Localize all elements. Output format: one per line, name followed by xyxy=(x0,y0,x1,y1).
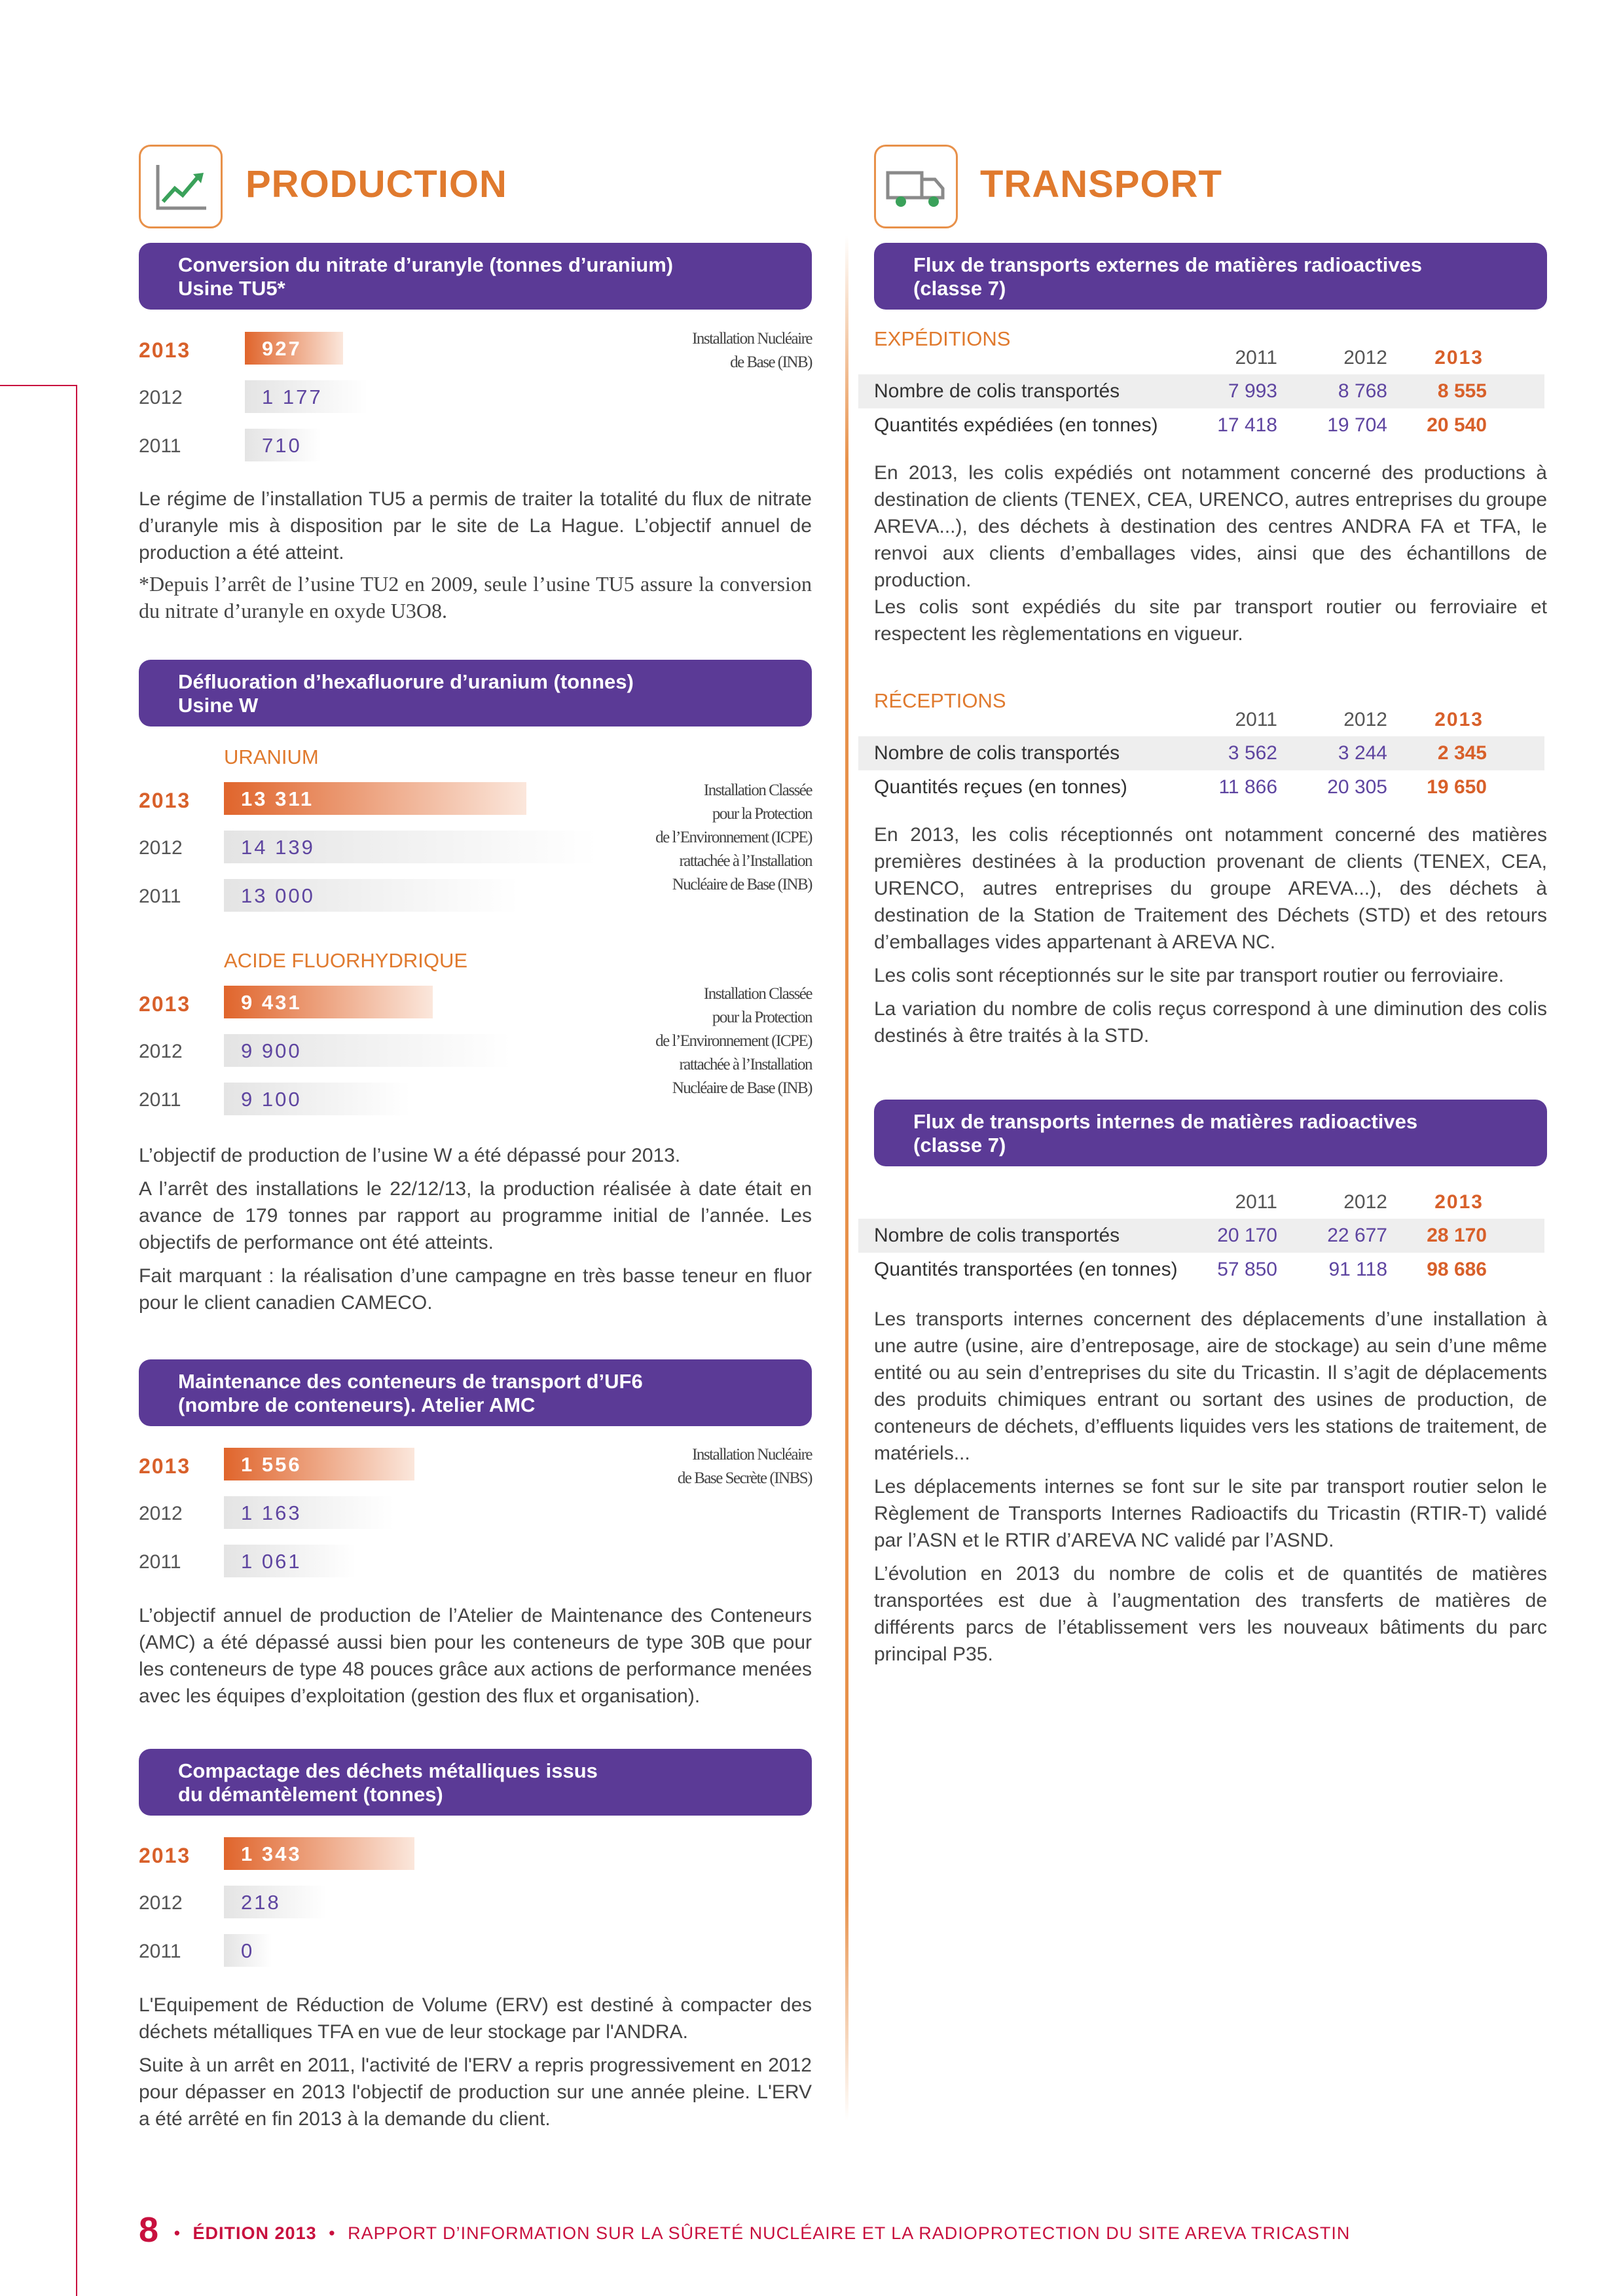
bar-2011 xyxy=(245,429,321,461)
table-row: Nombre de colis transportés 7 993 8 768 8 555 xyxy=(858,374,1544,408)
banner-line1: Flux de transports externes de matières radioactives xyxy=(913,253,1423,276)
bar-value: 1 343 xyxy=(241,1842,302,1865)
banner-line1: Flux de transports internes de matières radioactives xyxy=(913,1110,1418,1133)
bar-2012 xyxy=(245,380,368,413)
production-title: PRODUCTION xyxy=(246,163,507,206)
bar-2011 xyxy=(224,879,519,912)
bar-year-label: 2011 xyxy=(139,1089,181,1111)
bar-2011 xyxy=(224,1545,356,1577)
table-row: Quantités expédiées (en tonnes) 17 418 19 704 20 540 xyxy=(874,414,1487,436)
bar-2011 xyxy=(224,1083,410,1115)
sub-expeditions: EXPÉDITIONS xyxy=(874,327,1011,350)
bar-2013 xyxy=(224,782,526,815)
bar-row-2012 xyxy=(139,831,597,863)
table-header: 2011 2012 2013 xyxy=(1235,347,1484,368)
banner-line2: Usine W xyxy=(178,694,259,717)
text-internes: Les transports internes concernent des déplacements d’une installation à une autre (usine, aire d’entreposage, aire de stockage) au sein d’une même entité ou au sein d’entreprises du site du Tricastin. Il s’agit de déplacements des produits chimiques entrant ou sortant des usines de production, de conteneurs de déchets, d’effluents liquides vers les stations de traitement, de matériels... Les déplacements internes se font sur le site par transport routier selon le Règlement de Transports Internes Radioactifs du Tricastin (RTIR-T) validé par l’ASN et le RTIR d’AREVA NC validé par l’ASND. L’évolution en 2013 du nombre de colis et de quantités de matières transportées est due à l’augmentation des transferts de matières de différents parcs de l’établissement vers les nouveaux bâtiments du parc principal P35. xyxy=(874,1308,1547,1665)
bar-2012 xyxy=(224,1886,327,1918)
bar-2012 xyxy=(224,831,597,863)
table-header: 2011 2012 2013 xyxy=(1235,1191,1484,1213)
bar-year-label: 2012 xyxy=(139,1041,183,1062)
table-row: Quantités reçues (en tonnes) 11 866 20 305 19 650 xyxy=(874,776,1487,798)
footer-title: RAPPORT D’INFORMATION SUR LA SÛRETÉ NUCLÉAIRE ET LA RADIOPROTECTION DU SITE AREVA TRICASTIN xyxy=(348,2223,1351,2243)
bar-value: 1 163 xyxy=(241,1501,302,1524)
bar-year-label: 2012 xyxy=(139,387,183,408)
bar-year-label: 2011 xyxy=(139,1551,181,1573)
chart-trend-icon xyxy=(141,147,221,226)
bar-year-label: 2013 xyxy=(139,789,191,812)
bar-year-label: 2011 xyxy=(139,886,181,907)
banner-line2: du démantèlement (tonnes) xyxy=(178,1783,443,1806)
bar-value: 9 100 xyxy=(241,1088,302,1111)
text-receptions: En 2013, les colis réceptionnés ont notamment concerné des matières premières destinées à la production provenant de clients (TENEX, CEA, URENCO, autres entreprises du groupe AREVA...), des déchets à destination de la Station de Traitement des Déchets (STD) et des retours d’emballages vides appartenant à AREVA NC. Les colis sont réceptionnés sur le site par transport routier ou ferroviaire. La variation du nombre de colis reçus correspond à une diminution des colis destinés à être traités à la STD. xyxy=(874,824,1547,1047)
margin-rule-vertical xyxy=(76,385,77,2296)
sub-receptions: RÉCEPTIONS xyxy=(874,689,1006,712)
bar-value: 13 000 xyxy=(241,884,315,907)
bar-2013 xyxy=(224,986,433,1018)
banner-line1: Compactage des déchets métalliques issus xyxy=(178,1759,598,1782)
note-inbs: Installation Nucléaire de Base Secrète (INBS) xyxy=(677,1446,812,1487)
bar-row-2013 xyxy=(139,1448,532,1480)
banner-line2: (classe 7) xyxy=(913,277,1006,300)
margin-rule xyxy=(0,385,77,386)
bar-row-2011 xyxy=(139,1083,597,1115)
transport-title: TRANSPORT xyxy=(980,163,1222,206)
table-row: Nombre de colis transportés 3 562 3 244 2 345 xyxy=(858,736,1544,770)
banner-line2: (classe 7) xyxy=(913,1134,1006,1157)
bar-year-label: 2011 xyxy=(139,1941,181,1962)
bar-value: 9 431 xyxy=(241,991,302,1014)
text-expeditions: En 2013, les colis expédiés ont notamment concerné des productions à destination de clients (TENEX, CEA, URENCO, autres entreprises du groupe AREVA...), des déchets à destination des centres ANDRA FA et TFA, le renvoi aux clients d’emballages vides, ainsi que des échantillons de production. Les colis sont expédiés du site par transport routier ou ferroviaire et respectent les règlementations en vigueur. xyxy=(874,462,1547,645)
bar-year-label: 2012 xyxy=(139,1503,183,1524)
production-icon xyxy=(139,145,223,228)
bar-2013 xyxy=(245,332,343,365)
bar-row-2013 xyxy=(139,332,376,365)
bar-value: 1 177 xyxy=(262,386,323,408)
sub-acide: ACIDE FLUORHYDRIQUE xyxy=(224,949,468,972)
sub-uranium: URANIUM xyxy=(224,745,319,768)
truck-icon xyxy=(876,147,956,226)
bar-value: 9 900 xyxy=(241,1039,302,1062)
bar-2012 xyxy=(224,1496,393,1529)
banner-line1: Maintenance des conteneurs de transport d’UF6 xyxy=(178,1370,643,1393)
banner-line2: Usine TU5* xyxy=(178,277,285,300)
note-inb: Installation Nucléaire de Base (INB) xyxy=(692,330,812,371)
page-number: 8 xyxy=(139,2210,160,2250)
bar-row-2012 xyxy=(139,1886,591,1918)
bar-row-2011 xyxy=(139,1545,532,1577)
text-conversion: Le régime de l’installation TU5 a permis de traiter la totalité du flux de nitrate d’uranyle mis à disposition par le site de La Hague. L’objectif annuel de production a été atteint. xyxy=(139,488,812,564)
banner-conversion xyxy=(139,243,812,310)
bar-row-2012 xyxy=(139,380,376,413)
footer-sep: • xyxy=(173,2223,181,2243)
table-internes xyxy=(858,1190,1544,1287)
banner-line1: Défluoration d’hexafluorure d’uranium (tonnes) xyxy=(178,670,634,693)
banner-transports-internes xyxy=(874,1100,1547,1166)
bar-year-label: 2013 xyxy=(139,338,191,362)
note-icpe-2: Installation Classée pour la Protection de l’Environnement (ICPE) rattachée à l’Installation Nucléaire de Base (INB) xyxy=(655,985,812,1097)
table-row: Quantités transportées (en tonnes) 57 850 91 118 98 686 xyxy=(874,1259,1487,1280)
bar-value: 1 061 xyxy=(241,1550,302,1573)
bar-row-2013 xyxy=(139,986,597,1018)
bar-value: 13 311 xyxy=(241,787,314,810)
banner-compactage xyxy=(139,1749,812,1816)
bar-row-2011 xyxy=(139,429,376,461)
bar-row-2011 xyxy=(139,879,597,912)
bar-year-label: 2012 xyxy=(139,837,183,859)
bar-value: 0 xyxy=(241,1939,255,1962)
bar-2011 xyxy=(224,1934,272,1967)
bar-year-label: 2013 xyxy=(139,1454,191,1478)
bar-row-2013 xyxy=(139,1837,591,1870)
text-maintenance: L’objectif annuel de production de l’Atelier de Maintenance des Conteneurs (AMC) a été dépassé aussi bien pour les conteneurs de type 30B que pour les conteneurs de type 48 pouces grâce aux actions de performance menées avec les équipes d’exploitation (gestion des flux et organisation). xyxy=(139,1605,812,1707)
bar-value: 218 xyxy=(241,1891,281,1914)
banner-defluoration xyxy=(139,660,812,726)
table-expeditions xyxy=(858,346,1544,442)
bar-year-label: 2011 xyxy=(139,435,181,457)
banner-line1: Conversion du nitrate d’uranyle (tonnes d’uranium) xyxy=(178,253,674,276)
table-receptions xyxy=(858,708,1544,804)
text-compactage: L'Equipement de Réduction de Volume (ERV) est destiné à compacter des déchets métalliques TFA en vue de leur stockage par l'ANDRA. Suite à un arrêt en 2011, l'activité de l'ERV a repris progressivement en 2012 pour dépasser en 2013 l'objectif de production sur une année pleine. L'ERV a été arrêté en fin 2013 à la demande du client. xyxy=(139,1994,812,2130)
page-footer xyxy=(139,2210,1350,2250)
bar-year-label: 2013 xyxy=(139,1844,191,1867)
bar-value: 710 xyxy=(262,434,302,457)
bar-year-label: 2013 xyxy=(139,992,191,1016)
footer-edition: ÉDITION 2013 xyxy=(192,2223,317,2243)
bar-row-2013 xyxy=(139,782,597,815)
bar-row-2012 xyxy=(139,1034,597,1067)
bar-row-2012 xyxy=(139,1496,532,1529)
table-row: Nombre de colis transportés 20 170 22 677 28 170 xyxy=(858,1219,1544,1253)
banner-maintenance xyxy=(139,1359,812,1426)
footer-sep: • xyxy=(329,2223,336,2243)
bar-2013 xyxy=(224,1837,414,1870)
text-defluoration: L’objectif de production de l’usine W a été dépassé pour 2013. A l’arrêt des installations le 22/12/13, la production réalisée à date était en avance de 179 tonnes par rapport au programme initial de l’année. Les objectifs de performance ont été atteints. Fait marquant : la réalisation d’une campagne en très basse teneur en fluor pour le client canadien CAMECO. xyxy=(139,1145,812,1314)
column-divider xyxy=(845,236,848,2121)
bar-2012 xyxy=(224,1034,511,1067)
note-icpe-1: Installation Classée pour la Protection de l’Environnement (ICPE) rattachée à l’Installation Nucléaire de Base (INB) xyxy=(655,781,812,893)
bar-year-label: 2012 xyxy=(139,1892,183,1914)
bar-row-2011 xyxy=(139,1934,591,1967)
bar-2013 xyxy=(224,1448,414,1480)
transport-icon xyxy=(874,145,958,228)
bar-value: 14 139 xyxy=(241,836,315,859)
bar-value: 927 xyxy=(262,337,302,360)
bar-value: 1 556 xyxy=(241,1453,302,1476)
table-header: 2011 2012 2013 xyxy=(1235,709,1484,730)
banner-transports-externes xyxy=(874,243,1547,310)
text-conversion-note: *Depuis l’arrêt de l’usine TU2 en 2009, seule l’usine TU5 assure la conversion du nitrate d’uranyle en oxyde U3O8. xyxy=(139,572,812,622)
banner-line2: (nombre de conteneurs). Atelier AMC xyxy=(178,1393,536,1416)
